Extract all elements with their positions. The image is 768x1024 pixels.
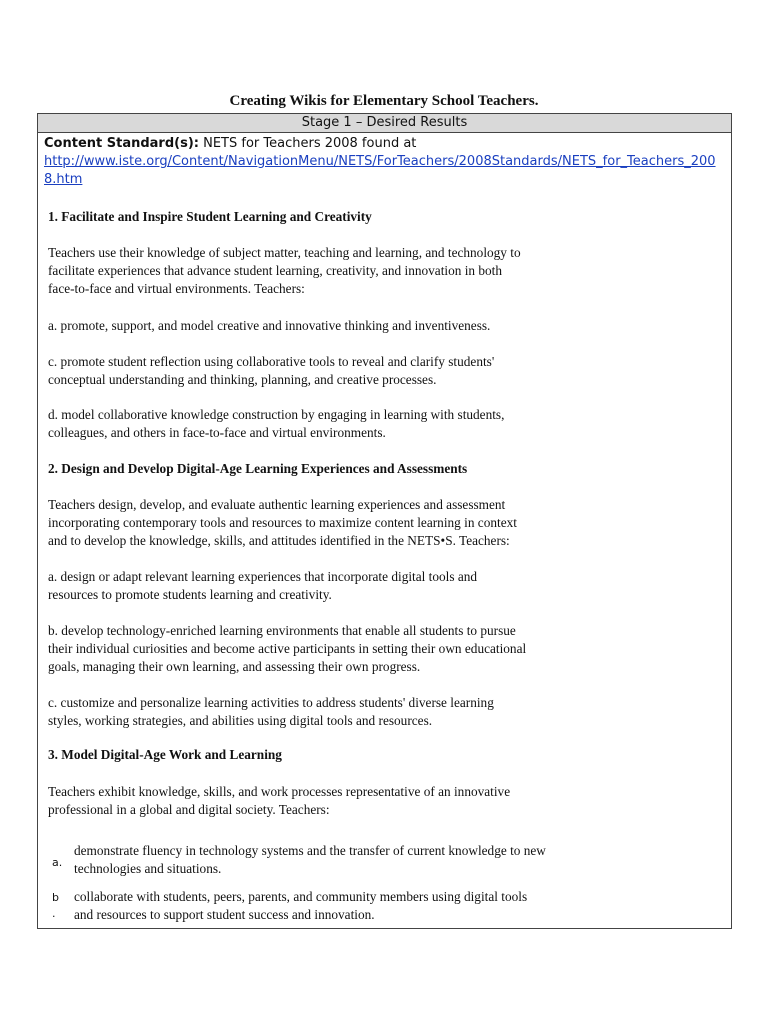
text-line: Teachers exhibit knowledge, skills, and work processes representative of an innovative — [48, 784, 511, 799]
text-line: demonstrate fluency in technology systems and the transfer of current knowledge to new — [74, 843, 546, 858]
list-marker: b — [52, 891, 59, 904]
text-line: a. design or adapt relevant learning experiences that incorporate digital tools and — [48, 569, 478, 584]
text-line: colleagues, and others in face-to-face and virtual environments. — [48, 425, 386, 440]
text-line: d. model collaborative knowledge construction by engaging in learning with students, — [48, 407, 505, 422]
section1-item-c — [48, 353, 688, 389]
section3-intro — [48, 783, 688, 819]
section2-item-c — [48, 694, 688, 730]
list-item-text — [74, 888, 634, 924]
text-line: conceptual understanding and thinking, planning, and creative processes. — [48, 372, 437, 387]
text-line: technologies and situations. — [74, 861, 222, 876]
list-marker-dot: . — [52, 907, 56, 920]
section2-item-a — [48, 568, 688, 604]
section1-heading: 1. Facilitate and Inspire Student Learning and Creativity — [48, 209, 372, 224]
nets-standards-link[interactable]: http://www.iste.org/Content/NavigationMenu/NETS/ForTeachers/2008Standards/NETS_for_Teachers_2008.htm — [44, 154, 716, 187]
text-line: and to develop the knowledge, skills, and attitudes identified in the NETS•S. Teachers: — [48, 533, 510, 548]
section1-item-d — [48, 406, 688, 442]
text-line: c. customize and personalize learning activities to address students' diverse learning — [48, 695, 494, 710]
list-marker: a. — [52, 856, 63, 869]
section3-heading: 3. Model Digital-Age Work and Learning — [48, 747, 282, 762]
text-line: c. promote student reflection using collaborative tools to reveal and clarify students' — [48, 354, 495, 369]
section1-intro — [48, 244, 688, 298]
text-line: face-to-face and virtual environments. Teachers: — [48, 281, 305, 296]
section2-item-b — [48, 622, 688, 676]
text-line: goals, managing their own learning, and assessing their own progress. — [48, 659, 421, 674]
content-standard-text: NETS for Teachers 2008 found at — [198, 136, 417, 151]
text-line: Teachers use their knowledge of subject matter, teaching and learning, and technology to — [48, 245, 521, 260]
text-line: incorporating contemporary tools and resources to maximize content learning in context — [48, 515, 517, 530]
text-line: collaborate with students, peers, parents, and community members using digital tools — [74, 889, 528, 904]
section3-list-item-b — [48, 888, 688, 928]
section1-item-a: a. promote, support, and model creative and innovative thinking and inventiveness. — [48, 318, 491, 333]
text-line: styles, working strategies, and abilities using digital tools and resources. — [48, 713, 433, 728]
stage-header: Stage 1 – Desired Results — [38, 114, 731, 133]
section2-intro — [48, 496, 688, 550]
content-standard-label: Content Standard(s): — [44, 136, 199, 151]
text-line: b. develop technology-enriched learning environments that enable all students to pursue — [48, 623, 516, 638]
document-title: Creating Wikis for Elementary School Teachers. — [229, 93, 539, 109]
text-line: their individual curiosities and become active participants in setting their own educational — [48, 641, 527, 656]
text-line: Teachers design, develop, and evaluate authentic learning experiences and assessment — [48, 497, 506, 512]
list-item-text — [74, 842, 634, 878]
stage-table — [37, 113, 732, 929]
text-line: resources to promote students learning and creativity. — [48, 587, 332, 602]
text-line: professional in a global and digital society. Teachers: — [48, 802, 330, 817]
section2-heading: 2. Design and Develop Digital-Age Learning Experiences and Assessments — [48, 461, 468, 476]
section3-list-item-a — [48, 842, 688, 882]
content-standard — [44, 135, 724, 189]
text-line: and resources to support student success and innovation. — [74, 907, 375, 922]
text-line: facilitate experiences that advance student learning, creativity, and innovation in both — [48, 263, 503, 278]
